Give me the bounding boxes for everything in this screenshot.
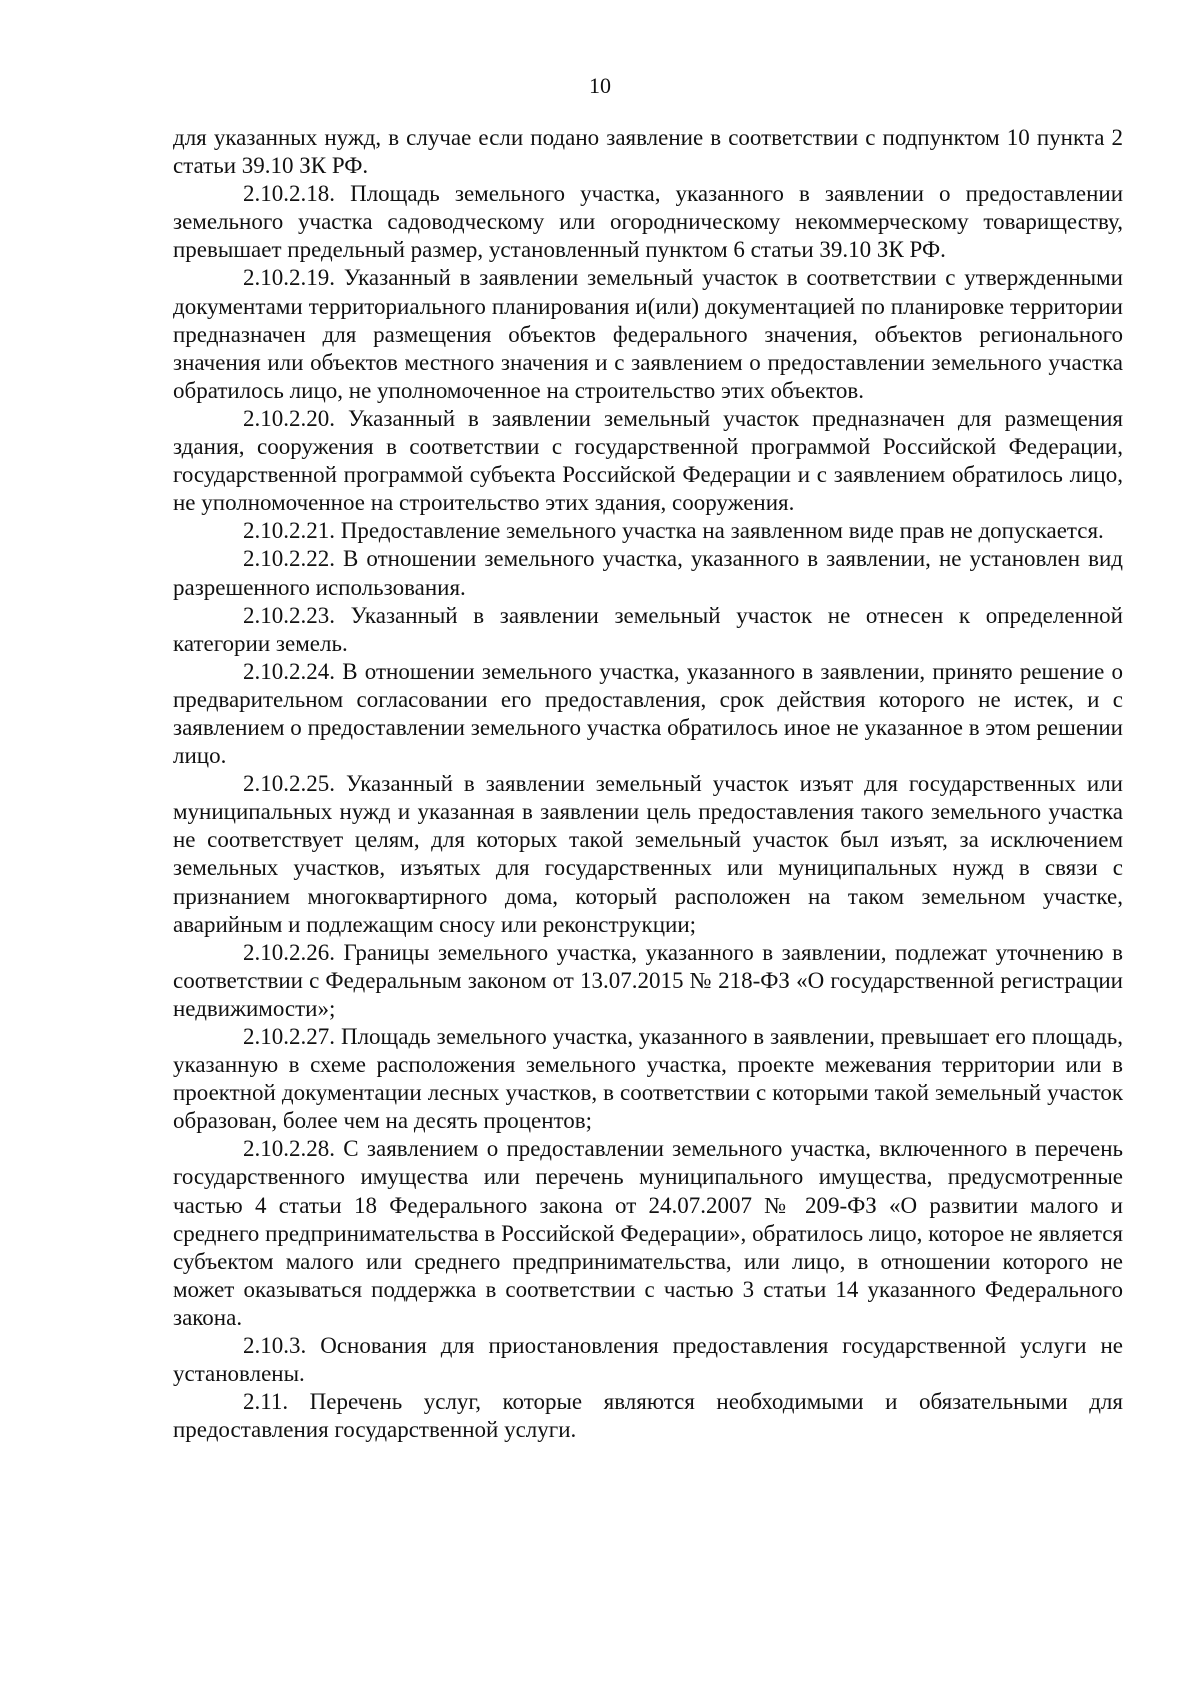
paragraph-2-11: 2.11. Перечень услуг, которые являются необходимыми и обязательными для предоставления государственной услуги. [173, 1389, 1123, 1443]
paragraph-2-10-2-23: 2.10.2.23. Указанный в заявлении земельный участок не отнесен к определенной категории земель. [173, 602, 1123, 656]
document-body [173, 124, 1123, 1444]
paragraph-continuation: для указанных нужд, в случае если подано заявление в соответствии с подпунктом 10 пункта 2 статьи 39.10 ЗК РФ. [173, 125, 1123, 179]
paragraph-2-10-2-19: 2.10.2.19. Указанный в заявлении земельный участок в соответствии с утвержденными документами территориального планирования и(или) документацией по планировке территории предназначен для размещения объектов федерального значения, объектов регионального значения или объектов местного значения и с заявлением о предоставлении земельного участка обратилось лицо, не уполномоченное на строительство этих объектов. [173, 265, 1123, 403]
paragraph-2-10-2-22: 2.10.2.22. В отношении земельного участка, указанного в заявлении, не установлен вид разрешенного использования. [173, 546, 1123, 600]
paragraph-2-10-2-27: 2.10.2.27. Площадь земельного участка, указанного в заявлении, превышает его площадь, указанную в схеме расположения земельного участка, проекте межевания территории или в проектной документации лесных участков, в соответствии с которыми такой земельный участок образован, более чем на десять процентов; [173, 1024, 1123, 1134]
paragraph-2-10-2-28: 2.10.2.28. С заявлением о предоставлении земельного участка, включенного в перечень государственного имущества или перечень муниципального имущества, предусмотренные частью 4 статьи 18 Федерального закона от 24.07.2007 № 209-ФЗ «О развитии малого и среднего предпринимательства в Российской Федерации», обратилось лицо, которое не является субъектом малого или среднего предпринимательства, или лицо, в отношении которого не может оказываться поддержка в соответствии с частью 3 статьи 14 указанного Федерального закона. [173, 1136, 1123, 1330]
paragraph-2-10-2-20: 2.10.2.20. Указанный в заявлении земельный участок предназначен для размещения здания, сооружения в соответствии с государственной программой Российской Федерации, государственной программой субъекта Российской Федерации и с заявлением обратилось лицо, не уполномоченное на строительство этих здания, сооружения. [173, 405, 1123, 516]
paragraph-2-10-2-21: 2.10.2.21. Предоставление земельного участка на заявленном виде прав не допускается. [243, 518, 1104, 544]
paragraph-2-10-2-26: 2.10.2.26. Границы земельного участка, указанного в заявлении, подлежат уточнению в соответствии с Федеральным законом от 13.07.2015 № 218-ФЗ «О государственной регистрации недвижимости»; [173, 939, 1123, 1021]
paragraph-2-10-3: 2.10.3. Основания для приостановления предоставления государственной услуги не установлены. [173, 1333, 1123, 1387]
paragraph-2-10-2-24: 2.10.2.24. В отношении земельного участка, указанного в заявлении, принято решение о предварительном согласовании его предоставления, срок действия которого не истек, и с заявлением о предоставлении земельного участка обратилось иное не указанное в этом решении лицо. [173, 658, 1123, 769]
paragraph-2-10-2-25: 2.10.2.25. Указанный в заявлении земельный участок изъят для государственных или муниципальных нужд и указанная в заявлении цель предоставления такого земельного участка не соответствует целям, для которых такой земельный участок был изъят, за исключением земельных участков, изъятых для государственных или муниципальных нужд в связи с признанием многоквартирного дома, который расположен на таком земельном участке, аварийным и подлежащим сносу или реконструкции; [173, 771, 1123, 937]
paragraph-2-10-2-18: 2.10.2.18. Площадь земельного участка, указанного в заявлении о предоставлении земельного участка садоводческому или огородническому некоммерческому товариществу, превышает предельный размер, установленный пунктом 6 статьи 39.10 ЗК РФ. [173, 181, 1123, 263]
page-number: 10 [589, 73, 611, 98]
